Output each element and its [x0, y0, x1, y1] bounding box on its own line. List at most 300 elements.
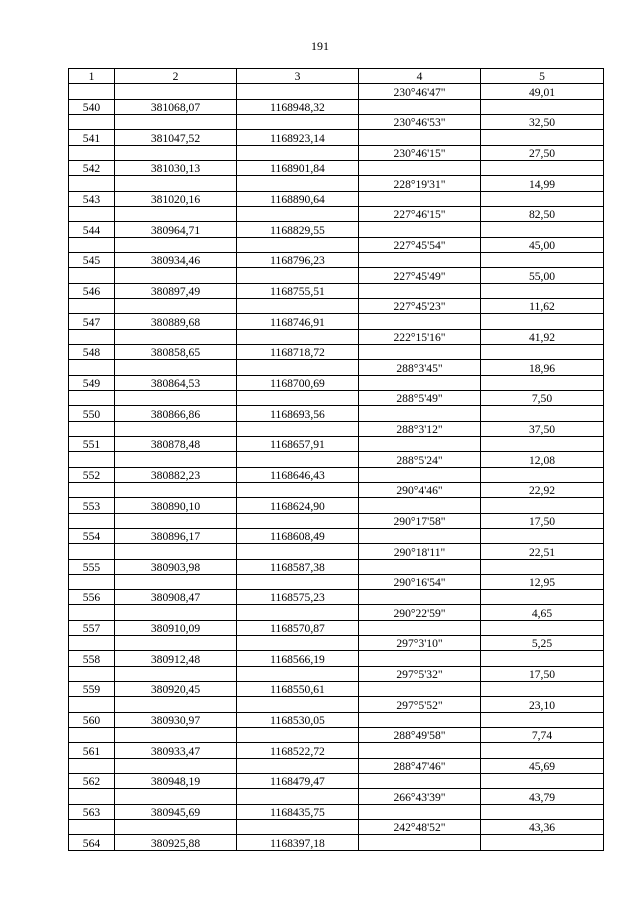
bearing-cell [359, 620, 481, 635]
bearing-cell: 222°15'16" [359, 329, 481, 344]
bearing-cell: 230°46'53" [359, 114, 481, 129]
x-coordinate-cell: 380948,19 [115, 774, 237, 789]
table-row [69, 574, 604, 589]
point-number-cell [69, 268, 115, 283]
bearing-cell: 297°5'52" [359, 697, 481, 712]
x-coordinate-cell: 381030,13 [115, 160, 237, 175]
table-row [69, 390, 604, 405]
point-number-cell [69, 758, 115, 773]
distance-cell [481, 467, 604, 482]
header-cell-2: 2 [115, 69, 237, 84]
distance-cell: 18,96 [481, 360, 604, 375]
table-row [69, 666, 604, 681]
x-coordinate-cell [115, 268, 237, 283]
distance-cell [481, 436, 604, 451]
distance-cell [481, 804, 604, 819]
table-row [69, 329, 604, 344]
x-coordinate-cell: 380903,98 [115, 559, 237, 574]
distance-cell [481, 590, 604, 605]
y-coordinate-cell: 1168566,19 [237, 651, 359, 666]
coordinates-table [68, 68, 604, 851]
distance-cell: 23,10 [481, 697, 604, 712]
x-coordinate-cell: 381020,16 [115, 191, 237, 206]
table-row [69, 130, 604, 145]
point-number-cell [69, 206, 115, 221]
distance-cell [481, 160, 604, 175]
point-number-cell: 551 [69, 436, 115, 451]
x-coordinate-cell [115, 482, 237, 497]
point-number-cell [69, 84, 115, 99]
y-coordinate-cell [237, 145, 359, 160]
point-number-cell [69, 666, 115, 681]
table-row [69, 360, 604, 375]
table-row [69, 774, 604, 789]
x-coordinate-cell: 380933,47 [115, 743, 237, 758]
y-coordinate-cell [237, 666, 359, 681]
table-row [69, 252, 604, 267]
point-number-cell [69, 574, 115, 589]
y-coordinate-cell [237, 84, 359, 99]
bearing-cell [359, 559, 481, 574]
distance-cell [481, 559, 604, 574]
bearing-cell [359, 436, 481, 451]
y-coordinate-cell: 1168796,23 [237, 252, 359, 267]
y-coordinate-cell [237, 605, 359, 620]
distance-cell: 49,01 [481, 84, 604, 99]
bearing-cell [359, 99, 481, 114]
distance-cell: 7,50 [481, 390, 604, 405]
point-number-cell: 542 [69, 160, 115, 175]
bearing-cell [359, 130, 481, 145]
bearing-cell [359, 498, 481, 513]
distance-cell: 45,00 [481, 237, 604, 252]
bearing-cell: 288°49'58" [359, 728, 481, 743]
y-coordinate-cell: 1168624,90 [237, 498, 359, 513]
bearing-cell: 288°3'45" [359, 360, 481, 375]
distance-cell [481, 743, 604, 758]
distance-cell: 45,69 [481, 758, 604, 773]
point-number-cell: 546 [69, 283, 115, 298]
point-number-cell [69, 605, 115, 620]
table-row [69, 99, 604, 114]
point-number-cell [69, 820, 115, 835]
x-coordinate-cell [115, 237, 237, 252]
distance-cell [481, 314, 604, 329]
distance-cell: 37,50 [481, 421, 604, 436]
x-coordinate-cell [115, 544, 237, 559]
distance-cell: 12,08 [481, 452, 604, 467]
x-coordinate-cell [115, 697, 237, 712]
point-number-cell: 556 [69, 590, 115, 605]
distance-cell: 11,62 [481, 298, 604, 313]
point-number-cell: 545 [69, 252, 115, 267]
table-row [69, 636, 604, 651]
table-row [69, 298, 604, 313]
table-row [69, 835, 604, 850]
distance-cell: 22,51 [481, 544, 604, 559]
y-coordinate-cell [237, 452, 359, 467]
table-row [69, 84, 604, 99]
distance-cell [481, 99, 604, 114]
point-number-cell [69, 513, 115, 528]
y-coordinate-cell [237, 697, 359, 712]
distance-cell [481, 283, 604, 298]
x-coordinate-cell [115, 390, 237, 405]
bearing-cell: 290°16'54" [359, 574, 481, 589]
y-coordinate-cell [237, 206, 359, 221]
x-coordinate-cell: 380964,71 [115, 222, 237, 237]
x-coordinate-cell [115, 574, 237, 589]
bearing-cell: 290°22'59" [359, 605, 481, 620]
bearing-cell: 290°17'58" [359, 513, 481, 528]
header-cell-5: 5 [481, 69, 604, 84]
point-number-cell [69, 360, 115, 375]
x-coordinate-cell [115, 728, 237, 743]
bearing-cell [359, 252, 481, 267]
distance-cell [481, 222, 604, 237]
y-coordinate-cell: 1168530,05 [237, 712, 359, 727]
point-number-cell: 564 [69, 835, 115, 850]
point-number-cell [69, 544, 115, 559]
y-coordinate-cell: 1168923,14 [237, 130, 359, 145]
table-row [69, 344, 604, 359]
point-number-cell [69, 114, 115, 129]
distance-cell: 43,79 [481, 789, 604, 804]
bearing-cell: 297°3'10" [359, 636, 481, 651]
bearing-cell [359, 712, 481, 727]
x-coordinate-cell: 380864,53 [115, 375, 237, 390]
distance-cell: 32,50 [481, 114, 604, 129]
bearing-cell [359, 743, 481, 758]
page-number: 191 [311, 39, 329, 53]
point-number-cell [69, 697, 115, 712]
point-number-cell: 544 [69, 222, 115, 237]
point-number-cell [69, 145, 115, 160]
y-coordinate-cell: 1168718,72 [237, 344, 359, 359]
table-row [69, 206, 604, 221]
bearing-cell [359, 375, 481, 390]
point-number-cell: 562 [69, 774, 115, 789]
y-coordinate-cell: 1168700,69 [237, 375, 359, 390]
x-coordinate-cell [115, 605, 237, 620]
y-coordinate-cell [237, 820, 359, 835]
bearing-cell: 290°18'11" [359, 544, 481, 559]
point-number-cell [69, 176, 115, 191]
distance-cell [481, 682, 604, 697]
distance-cell: 55,00 [481, 268, 604, 283]
y-coordinate-cell: 1168397,18 [237, 835, 359, 850]
point-number-cell: 563 [69, 804, 115, 819]
x-coordinate-cell [115, 360, 237, 375]
x-coordinate-cell: 381047,52 [115, 130, 237, 145]
point-number-cell: 554 [69, 528, 115, 543]
table-row [69, 283, 604, 298]
table-row [69, 804, 604, 819]
table-row [69, 498, 604, 513]
x-coordinate-cell: 380912,48 [115, 651, 237, 666]
y-coordinate-cell [237, 544, 359, 559]
point-number-cell: 560 [69, 712, 115, 727]
y-coordinate-cell [237, 268, 359, 283]
bearing-cell [359, 682, 481, 697]
x-coordinate-cell: 380945,69 [115, 804, 237, 819]
x-coordinate-cell: 380896,17 [115, 528, 237, 543]
distance-cell [481, 252, 604, 267]
x-coordinate-cell: 380890,10 [115, 498, 237, 513]
x-coordinate-cell [115, 513, 237, 528]
table-row [69, 160, 604, 175]
table-row [69, 268, 604, 283]
y-coordinate-cell: 1168575,23 [237, 590, 359, 605]
x-coordinate-cell: 380889,68 [115, 314, 237, 329]
distance-cell [481, 130, 604, 145]
point-number-cell [69, 789, 115, 804]
table-row [69, 743, 604, 758]
table-row [69, 682, 604, 697]
distance-cell: 22,92 [481, 482, 604, 497]
distance-cell: 27,50 [481, 145, 604, 160]
table-row [69, 590, 604, 605]
distance-cell [481, 191, 604, 206]
x-coordinate-cell: 380866,86 [115, 406, 237, 421]
distance-cell [481, 375, 604, 390]
bearing-cell [359, 283, 481, 298]
bearing-cell: 227°45'23" [359, 298, 481, 313]
bearing-cell [359, 774, 481, 789]
bearing-cell: 288°5'49" [359, 390, 481, 405]
table-row [69, 222, 604, 237]
y-coordinate-cell [237, 758, 359, 773]
y-coordinate-cell [237, 513, 359, 528]
x-coordinate-cell: 380925,88 [115, 835, 237, 850]
header-cell-1: 1 [69, 69, 115, 84]
x-coordinate-cell: 380910,09 [115, 620, 237, 635]
distance-cell: 17,50 [481, 666, 604, 681]
bearing-cell: 230°46'47" [359, 84, 481, 99]
table-row [69, 237, 604, 252]
table-row [69, 544, 604, 559]
y-coordinate-cell [237, 789, 359, 804]
distance-cell [481, 835, 604, 850]
y-coordinate-cell: 1168479,47 [237, 774, 359, 789]
bearing-cell: 288°5'24" [359, 452, 481, 467]
x-coordinate-cell [115, 758, 237, 773]
distance-cell [481, 528, 604, 543]
distance-cell: 43,36 [481, 820, 604, 835]
point-number-cell [69, 237, 115, 252]
y-coordinate-cell: 1168948,32 [237, 99, 359, 114]
point-number-cell [69, 728, 115, 743]
y-coordinate-cell [237, 114, 359, 129]
y-coordinate-cell: 1168550,61 [237, 682, 359, 697]
point-number-cell [69, 390, 115, 405]
table-row [69, 758, 604, 773]
x-coordinate-cell: 380930,97 [115, 712, 237, 727]
distance-cell: 7,74 [481, 728, 604, 743]
distance-cell: 12,95 [481, 574, 604, 589]
y-coordinate-cell [237, 390, 359, 405]
point-number-cell [69, 636, 115, 651]
x-coordinate-cell: 380920,45 [115, 682, 237, 697]
point-number-cell: 553 [69, 498, 115, 513]
point-number-cell: 561 [69, 743, 115, 758]
distance-cell: 17,50 [481, 513, 604, 528]
bearing-cell: 228°19'31" [359, 176, 481, 191]
point-number-cell: 552 [69, 467, 115, 482]
bearing-cell [359, 590, 481, 605]
bearing-cell [359, 528, 481, 543]
table-row [69, 712, 604, 727]
table-row [69, 789, 604, 804]
bearing-cell: 288°47'46" [359, 758, 481, 773]
table-row [69, 452, 604, 467]
x-coordinate-cell [115, 636, 237, 651]
table-row [69, 467, 604, 482]
x-coordinate-cell [115, 329, 237, 344]
y-coordinate-cell: 1168890,64 [237, 191, 359, 206]
x-coordinate-cell: 380882,23 [115, 467, 237, 482]
y-coordinate-cell: 1168646,43 [237, 467, 359, 482]
bearing-cell [359, 804, 481, 819]
table-row [69, 406, 604, 421]
table-row [69, 820, 604, 835]
point-number-cell [69, 298, 115, 313]
y-coordinate-cell [237, 360, 359, 375]
bearing-cell [359, 160, 481, 175]
x-coordinate-cell: 381068,07 [115, 99, 237, 114]
distance-cell: 4,65 [481, 605, 604, 620]
distance-cell [481, 344, 604, 359]
y-coordinate-cell [237, 237, 359, 252]
y-coordinate-cell [237, 329, 359, 344]
point-number-cell: 557 [69, 620, 115, 635]
point-number-cell [69, 482, 115, 497]
x-coordinate-cell [115, 114, 237, 129]
x-coordinate-cell [115, 298, 237, 313]
table-row [69, 559, 604, 574]
y-coordinate-cell: 1168608,49 [237, 528, 359, 543]
y-coordinate-cell: 1168522,72 [237, 743, 359, 758]
point-number-cell: 548 [69, 344, 115, 359]
table-row [69, 375, 604, 390]
y-coordinate-cell [237, 574, 359, 589]
table-row [69, 482, 604, 497]
table-row [69, 314, 604, 329]
bearing-cell [359, 314, 481, 329]
y-coordinate-cell: 1168746,91 [237, 314, 359, 329]
x-coordinate-cell [115, 84, 237, 99]
bearing-cell [359, 191, 481, 206]
distance-cell [481, 774, 604, 789]
y-coordinate-cell: 1168901,84 [237, 160, 359, 175]
y-coordinate-cell: 1168693,56 [237, 406, 359, 421]
y-coordinate-cell [237, 482, 359, 497]
point-number-cell: 541 [69, 130, 115, 145]
y-coordinate-cell: 1168570,87 [237, 620, 359, 635]
distance-cell [481, 406, 604, 421]
point-number-cell: 543 [69, 191, 115, 206]
x-coordinate-cell [115, 421, 237, 436]
x-coordinate-cell [115, 666, 237, 681]
point-number-cell: 549 [69, 375, 115, 390]
table-row [69, 191, 604, 206]
table-row [69, 697, 604, 712]
x-coordinate-cell [115, 789, 237, 804]
bearing-cell [359, 406, 481, 421]
bearing-cell [359, 651, 481, 666]
table-row [69, 114, 604, 129]
x-coordinate-cell [115, 820, 237, 835]
point-number-cell: 558 [69, 651, 115, 666]
table-row [69, 436, 604, 451]
header-cell-4: 4 [359, 69, 481, 84]
bearing-cell: 297°5'32" [359, 666, 481, 681]
y-coordinate-cell [237, 298, 359, 313]
bearing-cell: 230°46'15" [359, 145, 481, 160]
distance-cell: 5,25 [481, 636, 604, 651]
coordinates-table-body [69, 69, 604, 851]
bearing-cell: 266°43'39" [359, 789, 481, 804]
x-coordinate-cell: 380897,49 [115, 283, 237, 298]
point-number-cell: 555 [69, 559, 115, 574]
bearing-cell [359, 467, 481, 482]
x-coordinate-cell [115, 145, 237, 160]
table-row [69, 528, 604, 543]
y-coordinate-cell: 1168435,75 [237, 804, 359, 819]
bearing-cell: 242°48'52" [359, 820, 481, 835]
bearing-cell [359, 835, 481, 850]
y-coordinate-cell [237, 728, 359, 743]
point-number-cell: 547 [69, 314, 115, 329]
bearing-cell: 288°3'12" [359, 421, 481, 436]
point-number-cell [69, 329, 115, 344]
bearing-cell [359, 344, 481, 359]
point-number-cell [69, 421, 115, 436]
bearing-cell: 227°45'54" [359, 237, 481, 252]
x-coordinate-cell: 380934,46 [115, 252, 237, 267]
point-number-cell: 550 [69, 406, 115, 421]
table-row [69, 421, 604, 436]
y-coordinate-cell: 1168587,38 [237, 559, 359, 574]
table-row [69, 728, 604, 743]
table-row [69, 651, 604, 666]
point-number-cell: 559 [69, 682, 115, 697]
y-coordinate-cell [237, 636, 359, 651]
x-coordinate-cell [115, 176, 237, 191]
bearing-cell [359, 222, 481, 237]
bearing-cell: 290°4'46" [359, 482, 481, 497]
distance-cell: 82,50 [481, 206, 604, 221]
distance-cell [481, 712, 604, 727]
header-cell-3: 3 [237, 69, 359, 84]
x-coordinate-cell: 380858,65 [115, 344, 237, 359]
x-coordinate-cell [115, 452, 237, 467]
table-row [69, 176, 604, 191]
header-row [69, 69, 604, 84]
table-row [69, 513, 604, 528]
y-coordinate-cell: 1168657,91 [237, 436, 359, 451]
y-coordinate-cell [237, 421, 359, 436]
y-coordinate-cell [237, 176, 359, 191]
distance-cell [481, 620, 604, 635]
table-row [69, 605, 604, 620]
distance-cell [481, 498, 604, 513]
table-row [69, 620, 604, 635]
y-coordinate-cell: 1168755,51 [237, 283, 359, 298]
distance-cell: 41,92 [481, 329, 604, 344]
x-coordinate-cell: 380908,47 [115, 590, 237, 605]
y-coordinate-cell: 1168829,55 [237, 222, 359, 237]
